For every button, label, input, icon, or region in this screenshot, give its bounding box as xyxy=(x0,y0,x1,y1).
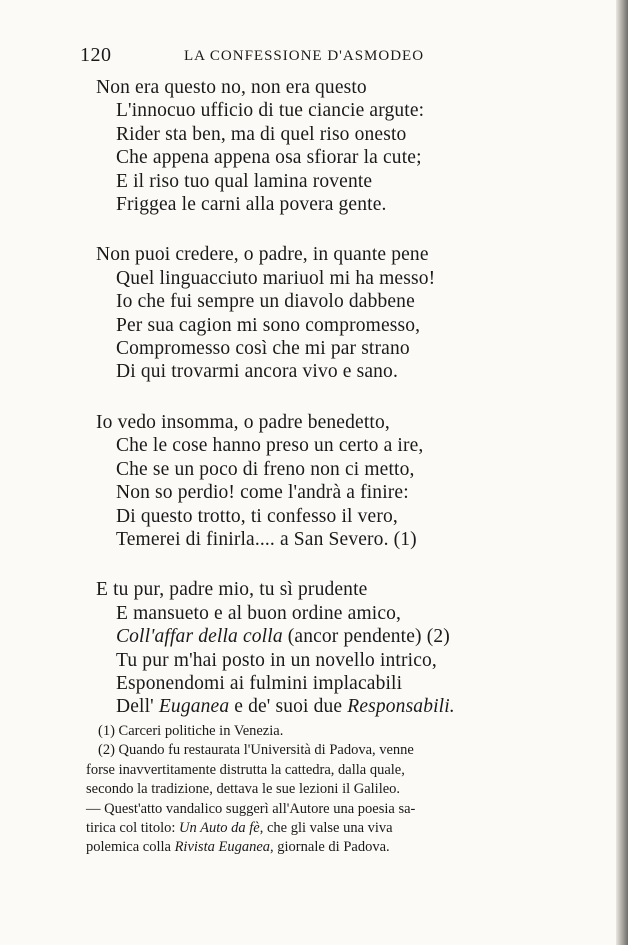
verse-line: E il riso tuo qual lamina rovente xyxy=(116,170,373,192)
verse-line: Compromesso così che mi par strano xyxy=(116,338,410,360)
verse-line: Che se un poco di freno non ci metto, xyxy=(116,458,415,480)
verse-line: Io che fui sempre un diavolo dabbene xyxy=(116,291,415,313)
italic-title: Responsabili. xyxy=(347,696,455,718)
footnote-line: forse inavvertitamente distrutta la cattedra, dalla quale, xyxy=(86,761,405,778)
stanza-1 xyxy=(96,76,516,216)
verse-line: E mansueto e al buon ordine amico, xyxy=(116,602,402,624)
verse-line: Di qui trovarmi ancora vivo e sano. xyxy=(116,361,398,383)
stanza-3 xyxy=(96,411,516,551)
verse-line: L'innocuo ufficio di tue ciancie argute: xyxy=(116,100,425,122)
verse-line: Temerei di finirla.... a San Severo. (1) xyxy=(116,528,417,550)
page-number: 120 xyxy=(80,44,112,66)
italic-title: Coll'affar della colla xyxy=(116,626,283,648)
italic-title: Un Auto da fè xyxy=(179,820,260,837)
verse-line: Io vedo insomma, o padre benedetto, xyxy=(96,411,390,433)
page-edge-shadow xyxy=(616,0,628,945)
verse-line: E tu pur, padre mio, tu sì prudente xyxy=(96,579,368,601)
page-header xyxy=(80,44,500,68)
footnote-line: — Quest'atto vandalico suggerì all'Autore una poesia sa- xyxy=(86,800,416,817)
verse-line: Di questo trotto, ti confesso il vero, xyxy=(116,505,398,527)
verse-line: Quel linguacciuto mariuol mi ha messo! xyxy=(116,267,436,289)
verse-line: Non so perdio! come l'andrà a finire: xyxy=(116,482,409,504)
verse-line: Friggea le carni alla povera gente. xyxy=(116,194,387,216)
verse-line: Tu pur m'hai posto in un novello intrico, xyxy=(116,649,437,671)
running-title: LA CONFESSIONE D'ASMODEO xyxy=(184,48,425,64)
footnote-line: secondo la tradizione, dettava le sue lezioni il Galileo. xyxy=(86,781,401,798)
italic-title: Euganea xyxy=(158,696,230,718)
stanza-4 xyxy=(96,578,516,718)
verse-line: Esponendomi ai fulmini implacabili xyxy=(116,672,403,694)
verse-line: Coll'affar della colla (ancor pendente) (2) xyxy=(116,626,450,648)
poem-body xyxy=(96,76,516,746)
verse-line: Non puoi credere, o padre, in quante pene xyxy=(96,244,429,266)
verse-line: Che appena appena osa sfiorar la cute; xyxy=(116,147,422,169)
verse-line: Rider sta ben, ma di quel riso onesto xyxy=(116,123,407,145)
footnote-line: tirica col titolo: Un Auto da fè, che gli valse una viva xyxy=(86,820,393,837)
italic-title: Rivista Euganea xyxy=(174,839,271,856)
verse-line: Dell' Euganea e de' suoi due Responsabili. xyxy=(116,696,455,718)
verse-line: Non era questo no, non era questo xyxy=(96,77,367,98)
verse-line: Per sua cagion mi sono compromesso, xyxy=(116,314,421,336)
footnote-line: (2) Quando fu restaurata l'Università di Padova, venne xyxy=(98,742,414,759)
verse-line: Che le cose hanno preso un certo a ire, xyxy=(116,435,424,457)
footnotes xyxy=(86,722,506,858)
footnote-line: (1) Carceri politiche in Venezia. xyxy=(98,723,284,739)
footnote-line: polemica colla Rivista Euganea, giornale di Padova. xyxy=(86,839,390,856)
stanza-2 xyxy=(96,243,516,383)
